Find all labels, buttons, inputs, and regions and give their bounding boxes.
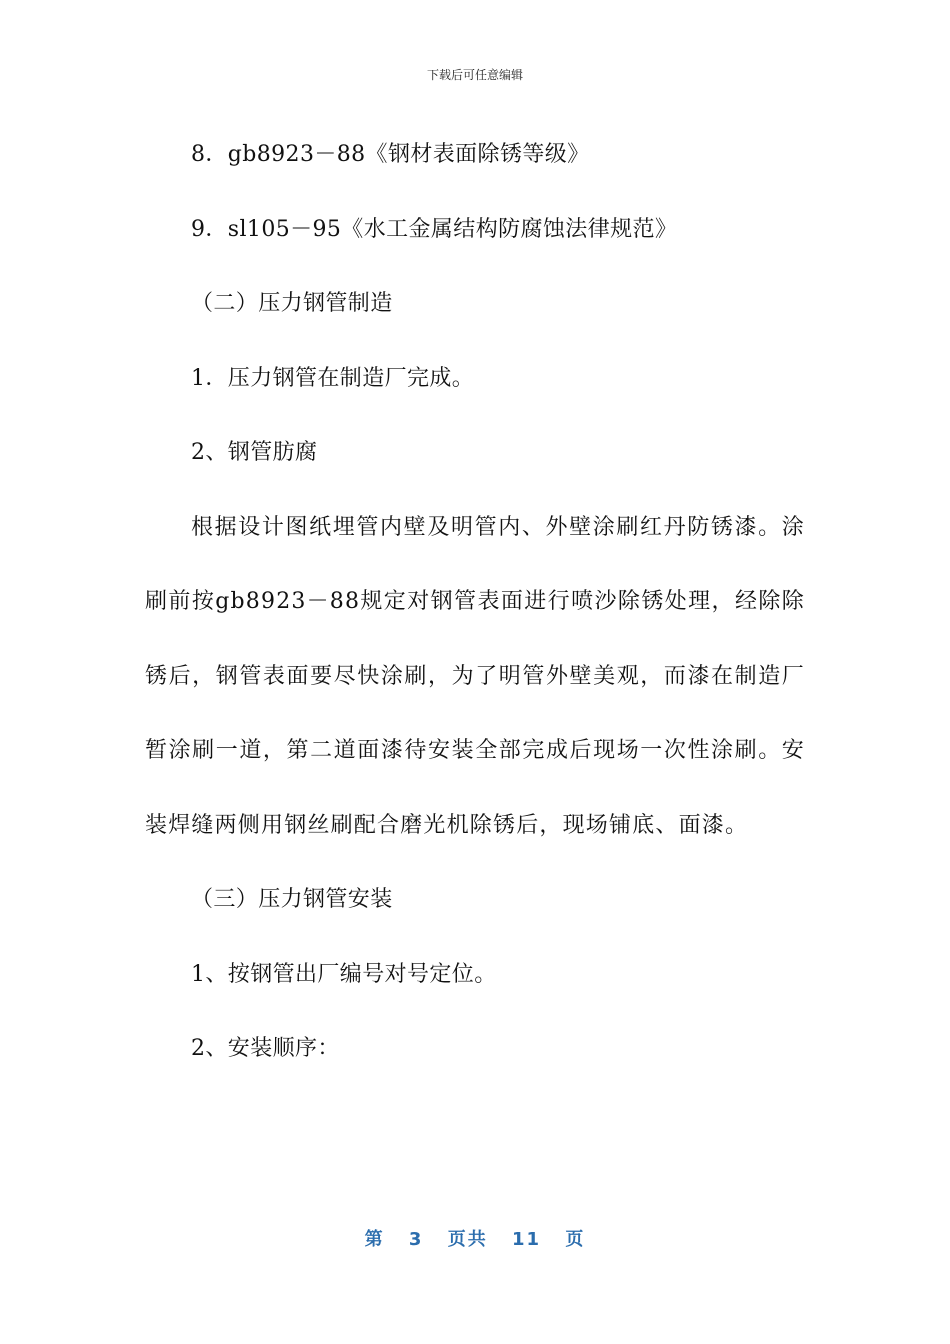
paragraph-standard-8: 8．gb8923－88《钢材表面除锈等级》 (191, 142, 590, 167)
paragraph-manufacture-1: 1．压力钢管在制造厂完成。 (191, 365, 475, 391)
header-note: 下载后可任意编辑 (426, 68, 523, 82)
section-heading-installation: （三）压力钢管安装 (191, 887, 393, 912)
total-pages-number: 11 (512, 1229, 542, 1250)
current-page-number: 3 (408, 1229, 424, 1250)
paragraph-manufacture-2: 2、钢管肪腐 (191, 440, 318, 465)
paragraph-installation-2: 2、安装顺序： (191, 1036, 340, 1061)
page-label-prefix: 第 (364, 1229, 385, 1250)
page-number-footer (0, 1225, 950, 1251)
paragraph-standard-9: 9．sl105－95《水工金属结构防腐蚀法律规范》 (191, 216, 678, 242)
page-label-mid: 页共 (447, 1229, 488, 1250)
paragraph-anticorrosion-body: 根据设计图纸埋管内壁及明管内、外壁涂刷红丹防锈漆。涂刷前按gb8923－88规定对钢管表面进行喷沙除锈处理，经除除锈后，钢管表面要尽快涂刷，为了明管外壁美观，而漆在制造厂暂涂刷一道，第二道面漆待安装全部完成后现场一次性涂刷。安装焊缝两侧用钢丝刷配合磨光机除锈后，现场铺底、面漆。 (145, 514, 805, 838)
section-heading-manufacture: （二）压力钢管制造 (191, 291, 393, 316)
page-label-suffix: 页 (565, 1229, 586, 1250)
document-body (145, 118, 805, 1087)
paragraph-installation-1: 1、按钢管出厂编号对号定位。 (191, 961, 497, 987)
